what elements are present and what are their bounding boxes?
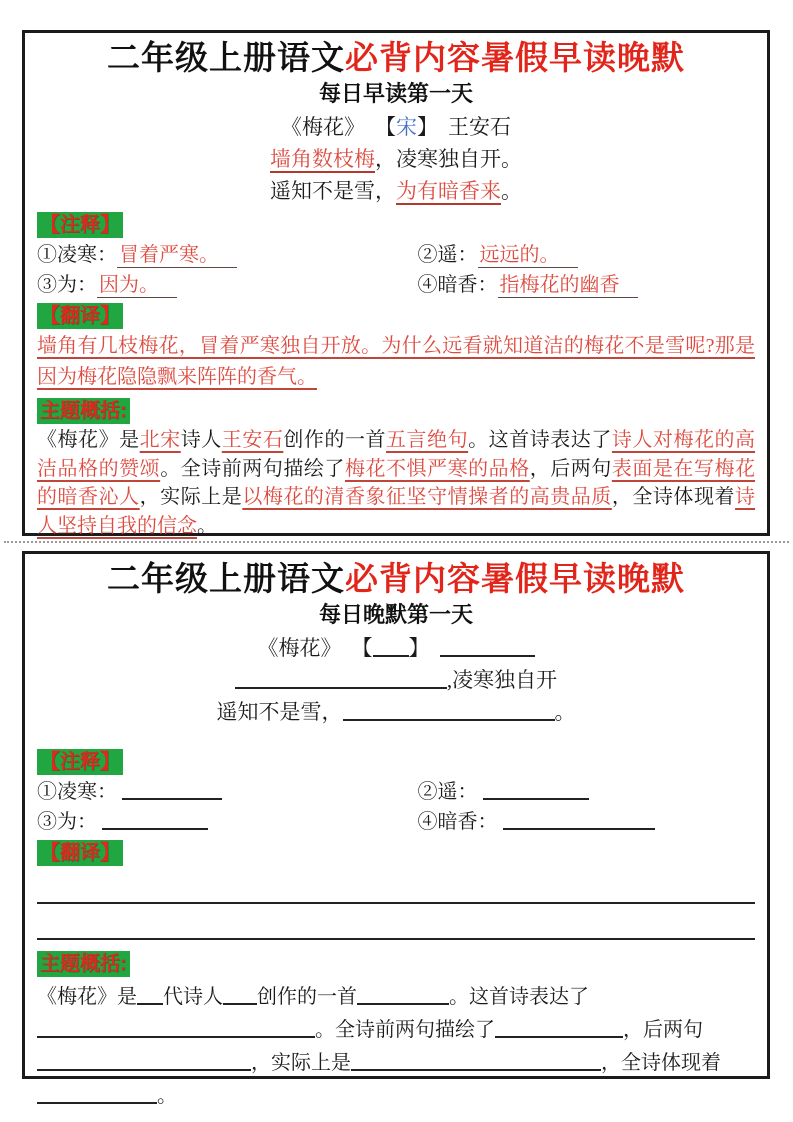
summary-segment: 创作的一首 bbox=[257, 986, 357, 1008]
poem-line2-head: 遥知不是雪， bbox=[270, 179, 396, 203]
translation-text: 墙角有几枝梅花，冒着严寒独自开放。为什么远看就知道洁的梅花不是雪呢?那是因为梅花隐隐飘来阵阵的香气。 bbox=[37, 335, 755, 388]
summary-segment: 诗人对梅花的高洁品格的赞颂 bbox=[37, 429, 756, 480]
summary-segment: 五言绝句 bbox=[386, 429, 469, 451]
note-answer: 指梅花的幽香 bbox=[498, 274, 638, 298]
note-label: ②遥： bbox=[417, 244, 478, 266]
poem-title-line-blank bbox=[37, 633, 755, 664]
poem-line1-rest: ，凌寒独自开。 bbox=[375, 147, 522, 171]
summary-segment: 《梅花》是 bbox=[37, 429, 140, 451]
bracket-close: 】 bbox=[408, 636, 430, 660]
title-topic-part: 必背内容暑假早读晚默 bbox=[345, 560, 685, 597]
summary-section-header: 主题概括: bbox=[37, 951, 130, 977]
evening-day-label: 每日晚默第一天 bbox=[318, 602, 473, 627]
bracket-open: 【 bbox=[351, 636, 373, 660]
notes-grid bbox=[37, 240, 755, 300]
poem-line2-highlight: 为有暗香来 bbox=[396, 179, 501, 203]
summary-segment: ， bbox=[251, 1052, 271, 1074]
summary-text bbox=[37, 426, 755, 540]
summary-segment: 。全诗前两句描绘了 bbox=[315, 1019, 495, 1041]
evening-poem-block bbox=[37, 633, 755, 728]
page-title bbox=[37, 37, 755, 79]
summary-segment: 以梅花的清香象征坚守情操者的高贵品质 bbox=[242, 486, 612, 508]
notes-section-header: 【注释】 bbox=[37, 749, 123, 775]
note-blank-field bbox=[503, 814, 655, 830]
title-grade-part: 二年级上册语文 bbox=[107, 39, 345, 76]
summary-segment: 王安石 bbox=[221, 429, 284, 451]
summary-segment: ，实际上是 bbox=[139, 486, 243, 508]
poem-line2-period: 。 bbox=[554, 700, 576, 724]
translation-write-line bbox=[37, 904, 755, 940]
notes-section-header: 【注释】 bbox=[37, 212, 123, 238]
poem-line-2-blank bbox=[37, 696, 755, 728]
verse2-blank-field bbox=[343, 704, 555, 721]
summary-segment: 。 bbox=[197, 514, 217, 537]
summary-header-row bbox=[37, 395, 755, 426]
bracket-open: 【 bbox=[375, 115, 396, 139]
morning-reading-card bbox=[22, 30, 770, 536]
note-item bbox=[37, 240, 418, 270]
fill-blank-field bbox=[357, 988, 449, 1005]
spacer bbox=[37, 728, 755, 746]
note-label: ③为： bbox=[37, 274, 97, 296]
translation-write-line bbox=[37, 868, 755, 904]
poem-author: 王安石 bbox=[448, 115, 511, 139]
summary-segment: 表面是在写梅花的暗香沁人 bbox=[37, 457, 756, 508]
fill-blank-field bbox=[351, 1054, 601, 1071]
note-item bbox=[418, 270, 755, 300]
poem-line1-highlight: 墙角数枝梅 bbox=[270, 147, 375, 171]
note-label: ①凌寒： bbox=[37, 781, 117, 803]
translation-section-header: 【翻译】 bbox=[37, 303, 123, 329]
fill-blank-field bbox=[137, 988, 163, 1005]
notes-header-row bbox=[37, 209, 755, 240]
summary-segment: 。这首诗表达了 bbox=[468, 429, 612, 451]
note-label: ④暗香： bbox=[417, 274, 498, 296]
note-blank-field bbox=[122, 784, 222, 800]
note-item bbox=[418, 777, 755, 807]
summary-segment: ，后两句 bbox=[623, 1019, 703, 1041]
poem-line2-head: 遥知不是雪， bbox=[216, 700, 343, 724]
note-label: ④暗香： bbox=[417, 811, 498, 833]
poem-line-2 bbox=[37, 175, 755, 207]
poem-title-line bbox=[37, 112, 755, 143]
title-grade-part: 二年级上册语文 bbox=[107, 560, 345, 597]
note-blank-field bbox=[102, 814, 208, 830]
evening-dictation-card bbox=[22, 551, 770, 1107]
poem-name: 《梅花》 bbox=[281, 115, 365, 139]
note-blank-field bbox=[483, 784, 589, 800]
poem-dynasty: 宋 bbox=[396, 115, 417, 139]
translation-header-row bbox=[37, 837, 755, 868]
poem-line2-period: 。 bbox=[501, 179, 522, 203]
summary-header-row bbox=[37, 948, 755, 979]
poem-line-1 bbox=[37, 143, 755, 175]
summary-segment: 。 bbox=[157, 1085, 177, 1107]
note-item bbox=[37, 270, 418, 300]
summary-fill-text bbox=[37, 981, 755, 1113]
bracket-close: 】 bbox=[417, 115, 438, 139]
notes-grid-blank bbox=[37, 777, 755, 837]
translation-header-row bbox=[37, 300, 755, 331]
fill-blank-field bbox=[37, 1021, 315, 1038]
note-item bbox=[418, 807, 755, 837]
summary-segment: ，全诗体现着 bbox=[611, 486, 736, 508]
summary-segment: 诗人坚持自我的信念 bbox=[37, 486, 756, 537]
verse1-blank-field bbox=[235, 672, 447, 689]
dynasty-blank-field bbox=[373, 640, 409, 657]
summary-segment: ，后两句 bbox=[529, 457, 612, 480]
poem-line1-rest: ,凌寒独自开 bbox=[446, 668, 558, 692]
note-item bbox=[37, 807, 418, 837]
summary-segment: 北宋 bbox=[139, 429, 181, 451]
summary-segment: 梅花不惧严寒的品格 bbox=[344, 457, 530, 480]
note-answer: 远远的。 bbox=[478, 244, 578, 268]
author-blank-field bbox=[440, 640, 535, 657]
summary-segment: 《梅花》是 bbox=[37, 986, 137, 1008]
fill-blank-field bbox=[37, 1087, 157, 1104]
note-answer: 因为。 bbox=[97, 274, 177, 298]
summary-segment: 诗人 bbox=[180, 429, 222, 451]
summary-section-header: 主题概括: bbox=[37, 398, 130, 424]
summary-segment: 。全诗前两句描绘了 bbox=[160, 457, 345, 480]
note-item bbox=[37, 777, 418, 807]
note-label: ①凌寒： bbox=[37, 244, 117, 266]
summary-segment: 。这首诗表达了 bbox=[449, 986, 589, 1008]
card-separator bbox=[4, 541, 789, 543]
translation-section-header: 【翻译】 bbox=[37, 840, 123, 866]
page-title bbox=[37, 558, 755, 600]
summary-segment: 代诗人 bbox=[163, 986, 223, 1008]
summary-segment: 实际上是 bbox=[271, 1052, 351, 1074]
fill-blank-field bbox=[495, 1021, 623, 1038]
summary-segment: ，全诗体现着 bbox=[601, 1052, 721, 1074]
notes-header-row bbox=[37, 746, 755, 777]
morning-day-label: 每日早读第一天 bbox=[318, 81, 473, 106]
fill-blank-field bbox=[223, 988, 257, 1005]
summary-segment: 创作的一首 bbox=[283, 429, 387, 451]
poem-name: 《梅花》 bbox=[257, 636, 342, 660]
note-label: ②遥： bbox=[417, 781, 478, 803]
title-topic-part: 必背内容暑假早读晚默 bbox=[345, 39, 685, 76]
fill-blank-field bbox=[37, 1054, 251, 1071]
note-label: ③为： bbox=[37, 811, 97, 833]
note-item bbox=[418, 240, 755, 270]
note-answer: 冒着严寒。 bbox=[117, 244, 237, 268]
poem-line-1-blank bbox=[37, 664, 755, 696]
